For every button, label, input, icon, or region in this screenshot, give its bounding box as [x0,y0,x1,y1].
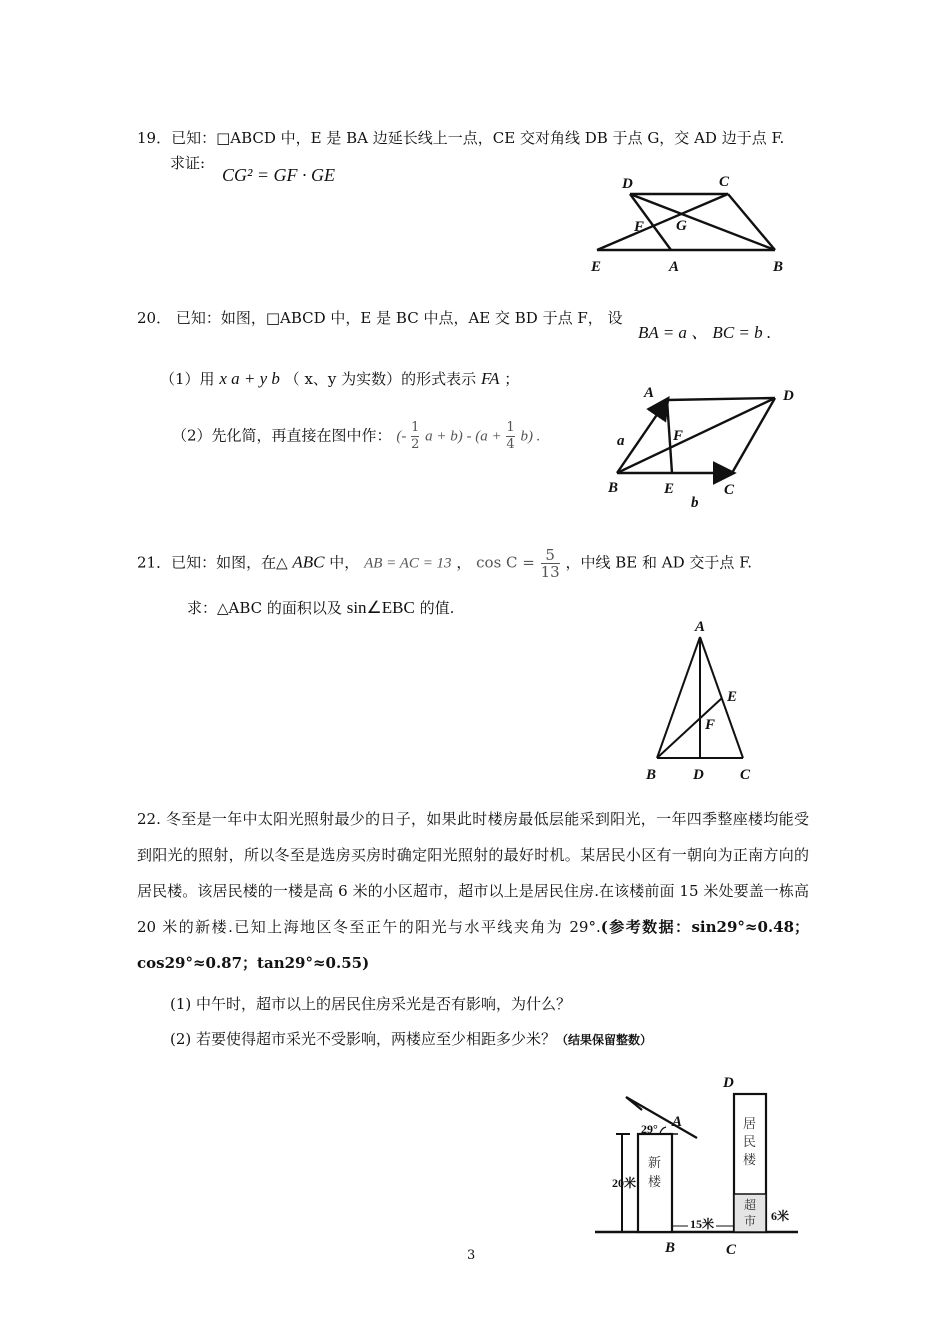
q21-line1-d: ，中线 BE 和 AD 交于点 F. [565,553,753,572]
q20-part1-mid: （ x、y 为实数）的形式表示 [284,370,477,388]
q22-paragraph [137,801,809,981]
q20-part1-end: ； [504,370,520,388]
q20-line-AD [667,398,775,400]
q20-part1-target: FA [480,369,500,388]
q20-label-C: C [724,482,735,498]
q22-label-A: A [672,1114,683,1130]
q21-eq: AB = AC = 13 [364,555,452,572]
q19-line2: 求证: [170,154,206,172]
q21-label-D: D [693,767,704,783]
q22-q2 [170,1028,652,1049]
q22-dim-20: 20米 [612,1176,637,1190]
q22-market-1: 超 [744,1198,757,1212]
q22-label-C: C [726,1242,737,1258]
q19-label-C: C [719,174,730,190]
q22-sun-ray [626,1097,697,1138]
q20-part1-pre: （1）用 [160,370,215,388]
q20-label-D: D [783,388,794,404]
q21-cos: cos C = [476,553,535,572]
q19-label-B: B [773,259,784,275]
q20-frac-quarter: $\frac{1}{4}$ [506,420,515,452]
q20-part2-expr-b: a + b) - (a + [425,428,506,445]
q21-cos-frac: $\frac{5}{13}$ [540,546,560,581]
q22-new-1: 新 [648,1156,662,1171]
q21-line2-b: 的值. [419,599,455,617]
q22-q2-text: (2) 若要使得超市采光不受影响，两楼应至少相距多少米？ [170,1030,557,1048]
q22-dim-6: 6米 [771,1209,790,1223]
q19-figure [585,170,795,280]
q20-figure [600,380,810,510]
q21-label-E: E [727,689,738,705]
q21-line-AB [657,637,700,758]
q21-label-C: C [740,767,751,783]
q22-ray-arrow [626,1097,642,1110]
q22-q1: (1) 中午时，超市以上的居民住房采光是否有影响，为什么？ [170,995,572,1013]
q20-part1 [160,368,519,389]
q20-part1-expr: x a + y b [219,369,280,388]
q19-label-G: G [676,218,687,234]
q21-line1-b: 中， [329,553,360,572]
q22-angle-label: 29° [641,1122,658,1136]
q19-line-EC [597,194,728,250]
q21-line2 [187,597,454,618]
q19-label-F: F [634,219,645,235]
q20-line-BD [617,398,775,473]
q21-line1 [137,547,752,580]
page-number: 3 [467,1248,476,1263]
q20-part2-expr-c: b) . [520,428,541,445]
q20-label-A: A [644,385,655,401]
q21-abc: ABC [292,552,325,572]
q20-line-AE [667,400,672,473]
q20-vec-def: BA = a 、 BC = b . [638,323,772,342]
q20-line1: 20． 已知：如图，□ABCD 中，E 是 BC 中点，AE 交 BD 于点 F， 设 [137,309,623,327]
q22-text: 22. 冬至是一年中太阳光照射最少的日子，如果此时楼房最低层能采到阳光，一年四季整座楼均能受到阳光的照射，所以冬至是选房买房时确定阳光照射的最好时机。某居民小区有一朝向为正南方向的居民楼。该居民楼的一楼是高 6 米的小区超市，超市以上是居民住房.在该楼前面 15 米处要盖一栋高 20 米的新楼.已知上海地区冬至正午的阳光与水平线夹角为 29°. [137,810,809,936]
q20-part2-pre: （2）先化简，再直接在图中作： [172,426,392,445]
q22-res-2: 民 [743,1135,757,1150]
q20-label-b: b [691,495,699,511]
q19-label-E: E [591,259,602,275]
q20-label-B: B [608,480,619,496]
q22-q2-note: （结果保留整数） [556,1033,653,1047]
q21-line1-c: ， [456,553,472,572]
q22-market-2: 市 [744,1214,757,1228]
q19-label-A: A [669,259,680,275]
q20-label-F: F [673,428,684,444]
q20-part2-expr-a: (- [396,428,411,445]
q19-label-D: D [622,176,633,192]
q19-line1: 19．已知：□ABCD 中，E 是 BA 边延长线上一点，CE 交对角线 DB 于点 G，交 AD 边于点 F. [137,129,785,147]
q20-label-E: E [664,481,675,497]
q22-new-2: 楼 [648,1175,662,1190]
q20-frac-half: $\frac{1}{2}$ [411,420,420,452]
q21-label-F: F [705,717,716,733]
q20-part2 [172,420,540,453]
q22-figure [590,1068,805,1263]
q22-dim-15: 15米 [690,1217,715,1231]
q22-label-D: D [723,1075,734,1091]
q22-ref: (参考数据：sin29°≈0.48；cos29°≈0.87；tan29°≈0.55) [137,918,810,972]
q21-label-A: A [695,619,706,635]
q21-label-B: B [646,767,657,783]
q20-label-a: a [617,433,625,449]
q21-line2-a: 求：△ABC 的面积以及 [187,599,342,617]
q21-sin: sin∠EBC [346,598,415,617]
q22-res-1: 居 [743,1117,757,1132]
q22-res-3: 楼 [743,1153,757,1168]
q21-line1-a: 21．已知：如图，在△ [137,553,288,572]
q22-label-B: B [665,1240,676,1256]
q21-figure [640,615,760,785]
q19-formula: CG² = GF · GE [222,165,336,185]
